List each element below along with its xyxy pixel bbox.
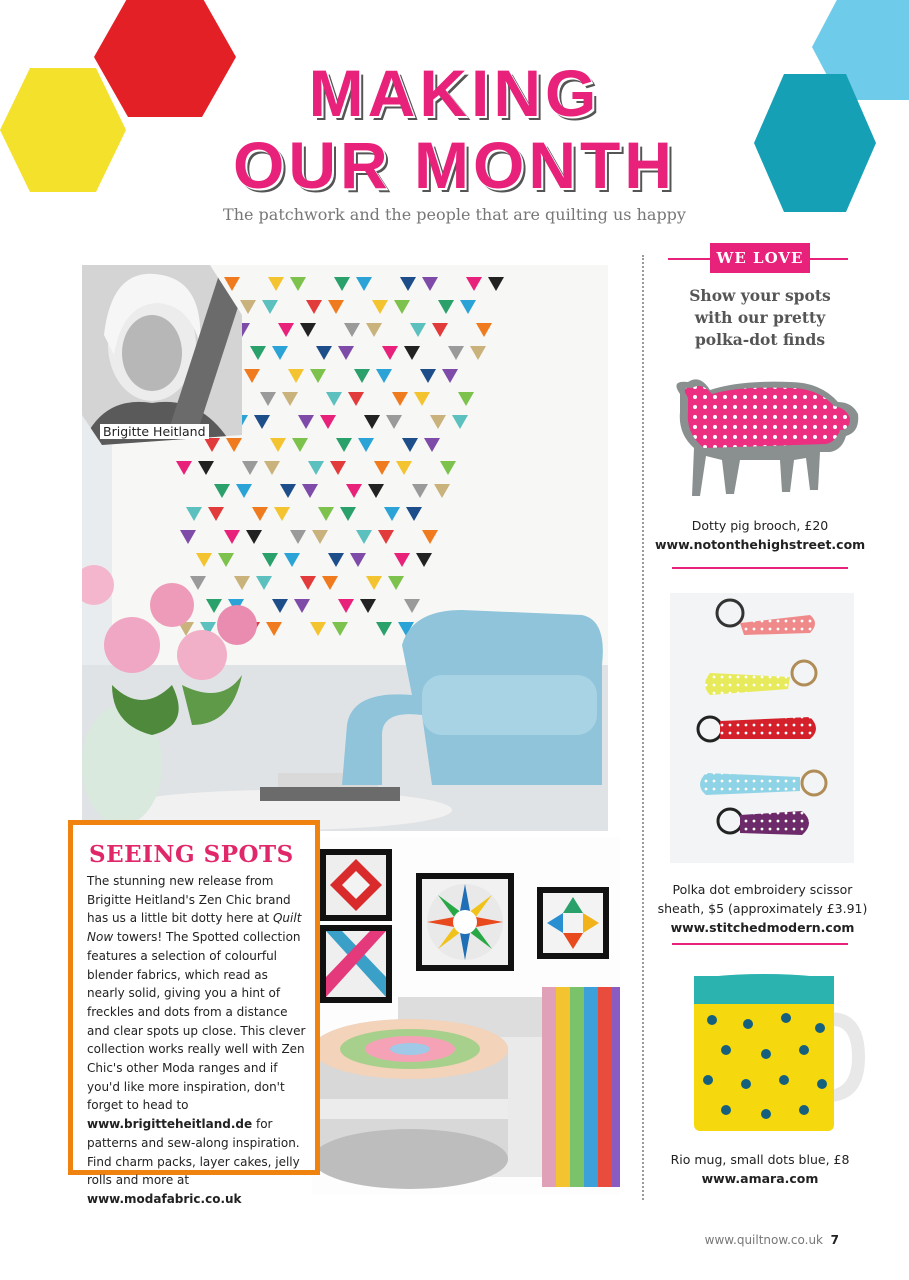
box-title: SEEING SPOTS (89, 841, 294, 868)
mug-caption-text: Rio mug, small dots blue, £8 (670, 1152, 850, 1167)
divider-1 (672, 567, 848, 569)
mug-caption (655, 1150, 865, 1188)
page-number: 7 (830, 1233, 839, 1247)
body-text-1: The stunning new release from Brigitte Heitland's Zen Chic brand has us a little bit dotty here at (87, 874, 291, 926)
pig-caption (655, 516, 865, 554)
moda-link[interactable]: www.modafabric.co.uk (87, 1191, 242, 1206)
column-divider (642, 255, 644, 1200)
rio-mug-image (690, 972, 870, 1137)
page-subtitle: The patchwork and the people that are quilting us happy (223, 205, 686, 224)
page-title-line1: MAKING (308, 56, 601, 130)
pig-brooch-image (670, 372, 864, 504)
body-text-2: towers! The Spotted collection features a selection of colourful blender fabrics, which read as nearly solid, giving you a hint of freckles and dots from a distance and clear spots up close. This clever collection works really well with Zen Chic's other Moda ranges and if you'd like more inspiration, don't forget to head to (87, 930, 306, 1113)
sidebar-heading: Show your spots with our pretty polka-dot finds (689, 286, 831, 349)
scissor-caption (655, 880, 870, 937)
page-footer (705, 1233, 839, 1247)
pig-link[interactable]: www.notonthehighstreet.com (655, 537, 866, 552)
body-text-3: for patterns and sew-along inspiration. Find charm packs, layer cakes, jelly rolls and more at (87, 1117, 300, 1188)
body-italic: Quilt Now (87, 911, 302, 945)
scissor-link[interactable]: www.stitchedmodern.com (670, 920, 855, 935)
pig-caption-text: Dotty pig brooch, £20 (691, 518, 829, 533)
footer-url[interactable]: www.quiltnow.co.uk (704, 1233, 823, 1247)
we-love-badge: WE LOVE (710, 243, 810, 273)
box-body (87, 872, 309, 1209)
badge-line-right (810, 258, 848, 260)
mug-link[interactable]: www.amara.com (701, 1171, 819, 1186)
scissor-caption-text: Polka dot embroidery scissor sheath, $5 (approximately £3.91) (657, 882, 868, 916)
scissor-sheaths-image (670, 593, 854, 863)
designer-caption: Brigitte Heitland (100, 424, 209, 439)
divider-2 (672, 943, 848, 945)
designer-portrait (82, 265, 242, 445)
badge-line-left (668, 258, 710, 260)
fabric-collection-photo (312, 837, 620, 1195)
seeing-spots-box (68, 820, 320, 1206)
page-title-line2: OUR MONTH (233, 128, 676, 202)
brigitte-link[interactable]: www.brigitteheitland.de (87, 1117, 253, 1132)
